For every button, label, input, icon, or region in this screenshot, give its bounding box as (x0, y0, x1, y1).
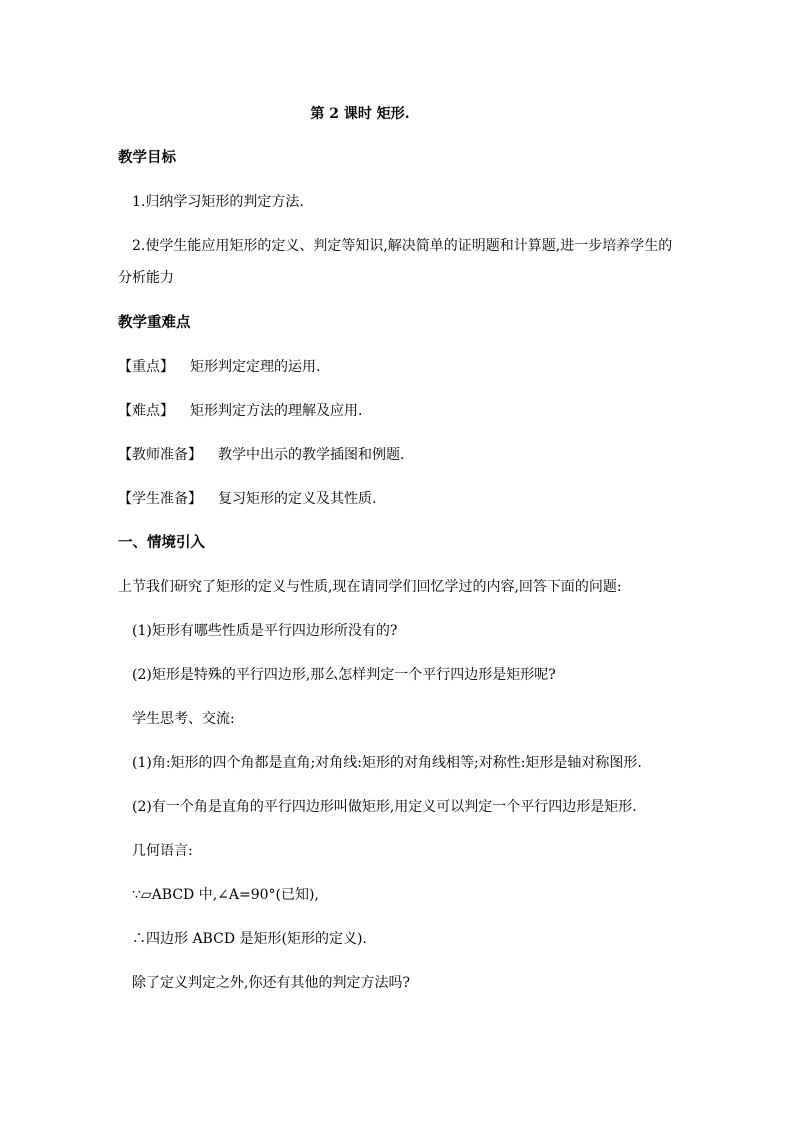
goal-item-2-line-2: 分析能力 (118, 270, 174, 286)
page-title: 第 2 课时 矩形. (310, 106, 410, 122)
teacher-prep-row (118, 445, 404, 465)
student-prep-row (118, 489, 376, 509)
goal-item-1: 1.归纳学习矩形的判定方法. (132, 194, 304, 210)
other-methods-question: 除了定义判定之外,你还有其他的判定方法吗? (132, 975, 410, 991)
student-prep-label: 【学生准备】 (118, 491, 202, 507)
answer-2: (2)有一个角是直角的平行四边形叫做矩形,用定义可以判定一个平行四边形是矩形. (132, 799, 637, 815)
focus-row (118, 357, 320, 377)
focus-text: 矩形判定定理的运用. (190, 359, 321, 375)
goals-heading: 教学目标 (118, 150, 176, 166)
focus-label: 【重点】 (118, 359, 174, 375)
proof-because-line: ∵▱ABCD 中,∠A=90°(已知), (132, 887, 319, 903)
proof-therefore-line: ∴四边形 ABCD 是矩形(矩形的定义). (132, 931, 367, 947)
difficulty-text: 矩形判定方法的理解及应用. (190, 403, 363, 419)
section-1-intro: 上节我们研究了矩形的定义与性质,现在请同学们回忆学过的内容,回答下面的问题: (118, 579, 622, 595)
difficulty-row (118, 401, 362, 421)
student-prep-text: 复习矩形的定义及其性质. (218, 491, 377, 507)
keypoints-heading: 教学重难点 (118, 315, 191, 331)
geometry-language-label: 几何语言: (132, 843, 193, 859)
section-1-heading: 一、情境引入 (118, 535, 205, 551)
answer-1: (1)角:矩形的四个角都是直角;对角线:矩形的对角线相等;对称性:矩形是轴对称图形. (132, 755, 642, 771)
question-1: (1)矩形有哪些性质是平行四边形所没有的? (132, 623, 398, 639)
teacher-prep-label: 【教师准备】 (118, 447, 202, 463)
discussion-prompt: 学生思考、交流: (132, 711, 235, 727)
question-2: (2)矩形是特殊的平行四边形,那么怎样判定一个平行四边形是矩形呢? (132, 667, 556, 683)
teacher-prep-text: 教学中出示的教学插图和例题. (218, 447, 405, 463)
difficulty-label: 【难点】 (118, 403, 174, 419)
goal-item-2-line-1: 2.使学生能应用矩形的定义、判定等知识,解决简单的证明题和计算题,进一步培养学生的 (132, 238, 673, 254)
